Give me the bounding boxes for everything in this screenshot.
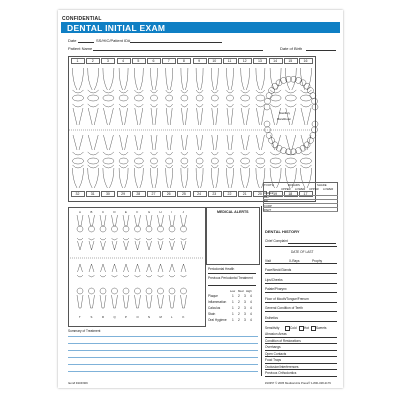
sweets-label: Sweets — [316, 326, 327, 330]
upper-tooth-crown — [196, 95, 203, 101]
tooth-number-cell[interactable] — [208, 191, 222, 197]
lower-tooth-lingual — [103, 135, 114, 155]
perio-value[interactable]: 4 — [250, 294, 252, 298]
lower-tooth-root — [88, 165, 99, 188]
tooth-number: 9 — [198, 59, 201, 63]
perio-value[interactable]: 2 — [238, 312, 240, 316]
primary-letter: D — [113, 210, 116, 214]
table-col-shade: SHADE — [317, 183, 327, 187]
upper-tooth-crown — [181, 95, 188, 101]
summary-line[interactable] — [68, 350, 258, 351]
sweets-checkbox[interactable] — [311, 326, 316, 331]
upper-tooth-lingual — [241, 104, 250, 125]
perio-row-label: Oral Hygiene — [208, 318, 227, 322]
tooth-number: 10 — [212, 59, 217, 63]
history-item-label: Floor of Mouth/Tongue/Frenum — [265, 296, 309, 301]
perio-value[interactable]: 1 — [232, 312, 234, 316]
maxillary-arch-tooth — [265, 98, 271, 104]
primary-letter: P — [125, 315, 127, 319]
perio-value[interactable]: 4 — [250, 318, 252, 322]
table-row-line — [263, 211, 338, 212]
tooth-number: 30 — [105, 192, 110, 196]
lower-tooth-lingual — [134, 135, 143, 155]
tooth-number-cell[interactable] — [71, 191, 85, 197]
history-divider — [261, 206, 262, 376]
lower-tooth-root — [166, 165, 173, 188]
upper-tooth-root — [181, 68, 188, 93]
lower-tooth-lingual — [166, 135, 173, 155]
lower-tooth-lingual — [73, 135, 84, 155]
tooth-number: 2 — [91, 59, 94, 63]
tooth-number: 8 — [182, 59, 185, 63]
primary-letter: J — [182, 210, 184, 214]
maxillary-arch-tooth — [269, 88, 275, 94]
lower-tooth-crown — [211, 158, 218, 164]
upper-tooth-crown — [103, 95, 114, 101]
history-item-line[interactable] — [265, 302, 337, 303]
tooth-number: 1 — [76, 59, 79, 63]
tooth-number: 18 — [288, 192, 293, 196]
upper-tooth-root — [73, 68, 84, 93]
tooth-number: 32 — [75, 192, 80, 196]
history-lower-line[interactable] — [265, 376, 337, 377]
tooth-number: 19 — [273, 192, 278, 196]
upper-tooth-lingual — [134, 104, 143, 125]
lower-tooth-lingual — [211, 135, 218, 155]
upper-tooth-crown — [119, 95, 128, 101]
table-row-label: CURP — [264, 203, 272, 208]
primary-letter: O — [136, 315, 139, 319]
upper-tooth-root — [134, 68, 143, 93]
tooth-number: 4 — [122, 59, 125, 63]
upper-tooth-crown — [227, 95, 234, 101]
upper-tooth-lingual — [227, 104, 234, 125]
perio-value[interactable]: 2 — [238, 294, 240, 298]
summary-line[interactable] — [68, 364, 258, 365]
perio-value[interactable]: 4 — [250, 300, 252, 304]
upper-tooth-root — [241, 68, 250, 93]
history-line[interactable] — [265, 263, 337, 264]
history-lower-line[interactable] — [265, 343, 337, 344]
upper-tooth-lingual — [256, 104, 265, 125]
lower-tooth-crown — [241, 158, 250, 164]
perio-value[interactable]: 2 — [238, 300, 240, 304]
primary-letter: R — [102, 315, 105, 319]
lower-tooth-crown — [227, 158, 234, 164]
hot-label: Hot — [304, 326, 309, 330]
tooth-number-cell[interactable] — [223, 58, 237, 64]
perio-previous-line[interactable] — [208, 285, 256, 286]
history-title: DENTAL HISTORY — [265, 229, 300, 234]
mandibular-arch-tooth — [304, 142, 310, 148]
date-of-last-label: DATE OF LAST — [291, 250, 314, 254]
lower-tooth-lingual — [151, 135, 158, 155]
history-lower-line[interactable] — [265, 337, 337, 338]
history-item-label: Face/Neck/Glands — [265, 268, 292, 272]
upper-tooth-crown — [270, 95, 281, 101]
primary-letter: G — [148, 210, 151, 214]
perio-value[interactable]: 1 — [232, 318, 234, 322]
table-upper-col: UPPER — [281, 187, 291, 191]
primary-letter: K — [182, 315, 185, 319]
upper-tooth-lingual — [211, 104, 218, 125]
tooth-number-cell[interactable] — [177, 191, 191, 197]
tooth-number: 22 — [227, 192, 232, 196]
history-item-line[interactable] — [265, 292, 337, 293]
primary-letter: L — [171, 315, 173, 319]
upper-tooth-root — [151, 68, 158, 93]
perio-scale-head: Med — [238, 289, 244, 293]
lower-tooth-crown — [301, 158, 312, 164]
perio-row-label: Calculus — [208, 306, 221, 310]
tooth-number-cell[interactable] — [299, 58, 313, 64]
table-row-label: ANGLE — [264, 191, 274, 195]
summary-line[interactable] — [68, 357, 258, 358]
tooth-number-cell[interactable] — [147, 191, 161, 197]
cold-label: Cold — [290, 326, 297, 330]
perio-scale-head: Low — [230, 289, 236, 293]
lower-tooth-crown — [151, 158, 158, 164]
perio-value[interactable]: 3 — [244, 306, 246, 310]
upper-tooth-lingual — [301, 104, 312, 125]
tooth-number-cell[interactable] — [177, 58, 191, 64]
lower-tooth-lingual — [181, 135, 188, 155]
cold-checkbox[interactable] — [285, 326, 290, 331]
tooth-number-cell[interactable] — [269, 58, 283, 64]
mandibular-arch-tooth — [264, 121, 270, 127]
lower-tooth-crown — [256, 158, 265, 164]
perio-value[interactable]: 3 — [244, 312, 246, 316]
history-item-line[interactable] — [265, 283, 337, 284]
table-row-label: ART — [264, 195, 270, 200]
primary-letter: C — [102, 210, 105, 214]
maxillary-arch-tooth — [310, 93, 316, 99]
primary-letter: F — [136, 210, 139, 214]
tooth-number: 16 — [303, 59, 308, 63]
lower-tooth-root — [119, 165, 128, 188]
perio-row-label: Plaque — [208, 294, 218, 298]
lower-tooth-crown — [119, 158, 128, 164]
table-upper-col: UPPER — [309, 187, 319, 191]
tooth-number-cell[interactable] — [132, 58, 146, 64]
history-lower-label: Condition of Restorations — [265, 338, 301, 343]
tooth-number: 21 — [242, 192, 247, 196]
upper-tooth-root — [166, 68, 173, 93]
primary-letter: A — [79, 210, 81, 214]
tooth-number-cell[interactable] — [117, 58, 131, 64]
tooth-number: 26 — [166, 192, 171, 196]
upper-tooth-root — [196, 68, 203, 93]
primary-letter: M — [159, 315, 162, 319]
perio-value[interactable]: 2 — [238, 306, 240, 310]
upper-tooth-crown — [73, 95, 84, 101]
history-line[interactable] — [265, 246, 337, 247]
mandibular-label: Mandibular — [277, 117, 291, 121]
table-row-line — [263, 195, 338, 196]
history-item-label: General Condition of Teeth — [265, 306, 303, 310]
history-lower-label: Occlusion/Interferences — [265, 364, 299, 369]
lower-tooth-root — [103, 165, 114, 188]
tooth-number: 15 — [288, 59, 293, 63]
tooth-number-cell[interactable] — [193, 58, 207, 64]
tooth-number: 29 — [121, 192, 126, 196]
tooth-number-cell[interactable] — [162, 58, 176, 64]
tooth-number-cell[interactable] — [284, 58, 298, 64]
upper-tooth-root — [301, 68, 312, 93]
table-col-molar: MOLARS — [288, 183, 300, 187]
form-title: DENTAL INITIAL EXAM — [67, 23, 166, 33]
history-item-label: Palate/Pharynx — [265, 287, 287, 291]
lower-tooth-crown — [166, 158, 173, 164]
upper-tooth-lingual — [119, 104, 128, 125]
perio-health-line[interactable] — [208, 273, 256, 274]
history-lower-label: Overhangs — [265, 345, 281, 349]
upper-tooth-crown — [285, 95, 296, 101]
perio-value[interactable]: 3 — [244, 300, 246, 304]
tooth-number-cell[interactable] — [132, 191, 146, 197]
summary-label: Summary of Treatment — [68, 329, 101, 333]
upper-tooth-lingual — [88, 104, 99, 125]
upper-tooth-root — [211, 68, 218, 93]
lower-tooth-root — [227, 165, 234, 188]
maxillary-arch-tooth — [304, 83, 310, 89]
lower-tooth-root — [241, 165, 250, 188]
date-label: Date — [68, 38, 77, 43]
tooth-number-cell[interactable] — [193, 191, 207, 197]
tooth-number: 13 — [257, 59, 262, 63]
history-lower-label: Open Contacts — [265, 351, 287, 356]
tooth-number: 5 — [137, 59, 140, 63]
tooth-number-cell[interactable] — [86, 58, 100, 64]
history-lower-line[interactable] — [265, 350, 337, 351]
tooth-number-cell[interactable] — [238, 191, 252, 197]
visit-label: Visit — [265, 259, 271, 263]
tooth-number-cell[interactable] — [208, 58, 222, 64]
table-row-label: PART — [264, 207, 272, 212]
perio-value[interactable]: 3 — [244, 294, 246, 298]
history-lower-line[interactable] — [265, 369, 337, 370]
mandibular-arch-tooth — [272, 142, 278, 148]
table-row-line — [263, 207, 338, 208]
tooth-number: 28 — [136, 192, 141, 196]
mandibular-arch-tooth — [312, 121, 318, 127]
lower-tooth-crown — [103, 158, 114, 164]
primary-letter: H — [159, 210, 162, 214]
primary-letter: I — [171, 210, 172, 214]
lower-tooth-root — [134, 165, 143, 188]
upper-tooth-crown — [256, 95, 265, 101]
lower-tooth-lingual — [285, 135, 296, 155]
summary-line[interactable] — [68, 371, 258, 372]
tooth-number: 14 — [273, 59, 278, 63]
lower-tooth-crown — [196, 158, 203, 164]
medical-alerts-title: MEDICAL ALERTS — [217, 210, 249, 214]
maxillary-arch-tooth — [264, 104, 270, 110]
perio-value[interactable]: 4 — [250, 312, 252, 316]
maxillary-arch-tooth — [300, 80, 306, 86]
prophy-label: Prophy — [312, 259, 323, 263]
lower-tooth-lingual — [119, 135, 128, 155]
perio-scale-head: High — [246, 289, 252, 293]
perio-value[interactable]: 1 — [232, 306, 234, 310]
perio-value[interactable]: 1 — [232, 300, 234, 304]
table-col-tooth: TOOTH — [264, 183, 274, 187]
lower-tooth-root — [211, 165, 218, 188]
upper-tooth-root — [103, 68, 114, 93]
upper-tooth-root — [88, 68, 99, 93]
summary-line[interactable] — [68, 336, 258, 337]
lower-tooth-root — [151, 165, 158, 188]
patient-name-label: Patient Name — [68, 46, 93, 51]
lower-tooth-crown — [270, 158, 281, 164]
primary-letter: E — [125, 210, 127, 214]
perio-value[interactable]: 2 — [238, 318, 240, 322]
perio-row-label: Stain — [208, 312, 216, 316]
upper-tooth-crown — [88, 95, 99, 101]
upper-tooth-root — [227, 68, 234, 93]
history-lower-label: Food Traps — [265, 358, 282, 362]
tooth-number-cell[interactable] — [101, 191, 115, 197]
upper-tooth-lingual — [73, 104, 84, 125]
lower-tooth-lingual — [196, 135, 203, 155]
tooth-number: 6 — [152, 59, 155, 63]
upper-tooth-root — [256, 68, 265, 93]
primary-letter: N — [148, 315, 151, 319]
perio-value[interactable]: 4 — [250, 306, 252, 310]
lower-tooth-crown — [134, 158, 143, 164]
history-lower-line[interactable] — [265, 356, 337, 357]
lower-tooth-lingual — [301, 135, 312, 155]
table-row-line — [263, 199, 338, 200]
tooth-number: 3 — [106, 59, 109, 63]
upper-tooth-crown — [134, 95, 143, 101]
tooth-number-cell[interactable] — [71, 58, 85, 64]
lower-tooth-root — [196, 165, 203, 188]
history-item-line[interactable] — [265, 273, 337, 274]
lower-tooth-crown — [181, 158, 188, 164]
table-row-line — [263, 203, 338, 204]
hot-checkbox[interactable] — [299, 326, 304, 331]
summary-line[interactable] — [68, 343, 258, 344]
primary-letter: S — [90, 315, 93, 319]
tooth-number: 7 — [167, 59, 170, 63]
lower-tooth-lingual — [256, 135, 265, 155]
lower-tooth-lingual — [241, 135, 250, 155]
history-lower-label: Previous Orthodontics — [265, 371, 297, 375]
upper-tooth-crown — [241, 95, 250, 101]
primary-letter: B — [90, 210, 93, 214]
history-item-label: Esthetics — [265, 315, 278, 320]
perio-value[interactable]: 3 — [244, 318, 246, 322]
primary-tooth-chart[interactable] — [68, 207, 206, 327]
upper-tooth-lingual — [103, 104, 114, 125]
tooth-number: 23 — [212, 192, 217, 196]
table-row-label: BR — [264, 199, 268, 204]
primary-letter: T — [79, 315, 81, 319]
tooth-number-cell[interactable] — [223, 191, 237, 197]
table-lower-col: LOWER — [295, 187, 306, 191]
lower-tooth-crown — [73, 158, 84, 164]
upper-tooth-crown — [166, 95, 173, 101]
upper-tooth-lingual — [151, 104, 158, 125]
tooth-number: 20 — [257, 192, 262, 196]
maxillary-arch-tooth — [312, 98, 318, 104]
chief-complaint-line[interactable] — [288, 243, 336, 244]
lower-tooth-lingual — [88, 135, 99, 155]
tooth-number-cell[interactable] — [147, 58, 161, 64]
primary-letter: Q — [113, 315, 116, 319]
tooth-number-cell[interactable] — [238, 58, 252, 64]
upper-tooth-lingual — [181, 104, 188, 125]
xrays-label: X-Rays — [289, 259, 300, 263]
upper-tooth-crown — [211, 95, 218, 101]
chief-complaint-label: Chief Complaint — [265, 239, 288, 243]
upper-tooth-lingual — [196, 104, 203, 125]
tooth-number: 17 — [303, 192, 308, 196]
footer-item-number: Item# D1DF909 — [68, 381, 88, 385]
history-item-line[interactable] — [265, 321, 337, 322]
upper-tooth-root — [119, 68, 128, 93]
mandibular-arch-tooth — [312, 127, 318, 133]
maxillary-label: Maxillary — [279, 111, 291, 115]
tooth-number: 11 — [227, 59, 232, 63]
tooth-number: 25 — [181, 192, 186, 196]
sensitivity-label: Sensitivity — [265, 326, 280, 330]
tooth-number-cell[interactable] — [117, 191, 131, 197]
perio-health-label: Periodontal Health — [208, 267, 235, 271]
lower-tooth-crown — [88, 158, 99, 164]
history-lower-label: Abrasion Areas — [265, 332, 287, 336]
tooth-number: 31 — [90, 192, 95, 196]
tooth-number-cell[interactable] — [101, 58, 115, 64]
ssn-label: SS/HIC/Patient ID# — [96, 38, 131, 43]
tooth-number: 24 — [197, 192, 202, 196]
confidential-label: CONFIDENTIAL — [62, 16, 102, 22]
perio-value[interactable]: 1 — [232, 294, 234, 298]
footer-copyright: #10357 © 2005 Medical Arts Press® 1-800-328-2179 — [265, 381, 331, 385]
dob-label: Date of Birth — [280, 46, 303, 51]
history-item-line[interactable] — [265, 311, 337, 312]
lower-tooth-root — [181, 165, 188, 188]
history-item-label: Lips/Cheeks — [265, 277, 283, 282]
maxillary-arch-tooth — [312, 104, 318, 110]
tooth-number-cell[interactable] — [86, 191, 100, 197]
mandibular-arch-tooth — [300, 145, 306, 151]
lower-tooth-root — [73, 165, 84, 188]
history-lower-line[interactable] — [265, 363, 337, 364]
perio-previous-label: Previous Periodontal Treatment — [208, 276, 253, 280]
medical-alerts-box[interactable] — [206, 207, 260, 265]
tooth-number-cell[interactable] — [162, 191, 176, 197]
tooth-number-cell[interactable] — [253, 58, 267, 64]
exam-form-sheet — [58, 10, 343, 388]
table-lower-col: LOWER — [323, 187, 334, 191]
tooth-number: 27 — [151, 192, 156, 196]
lower-tooth-lingual — [227, 135, 234, 155]
perio-row-label: Inflammation — [208, 300, 227, 304]
upper-tooth-crown — [151, 95, 158, 101]
tooth-number: 12 — [242, 59, 247, 63]
upper-tooth-lingual — [166, 104, 173, 125]
lower-tooth-crown — [285, 158, 296, 164]
